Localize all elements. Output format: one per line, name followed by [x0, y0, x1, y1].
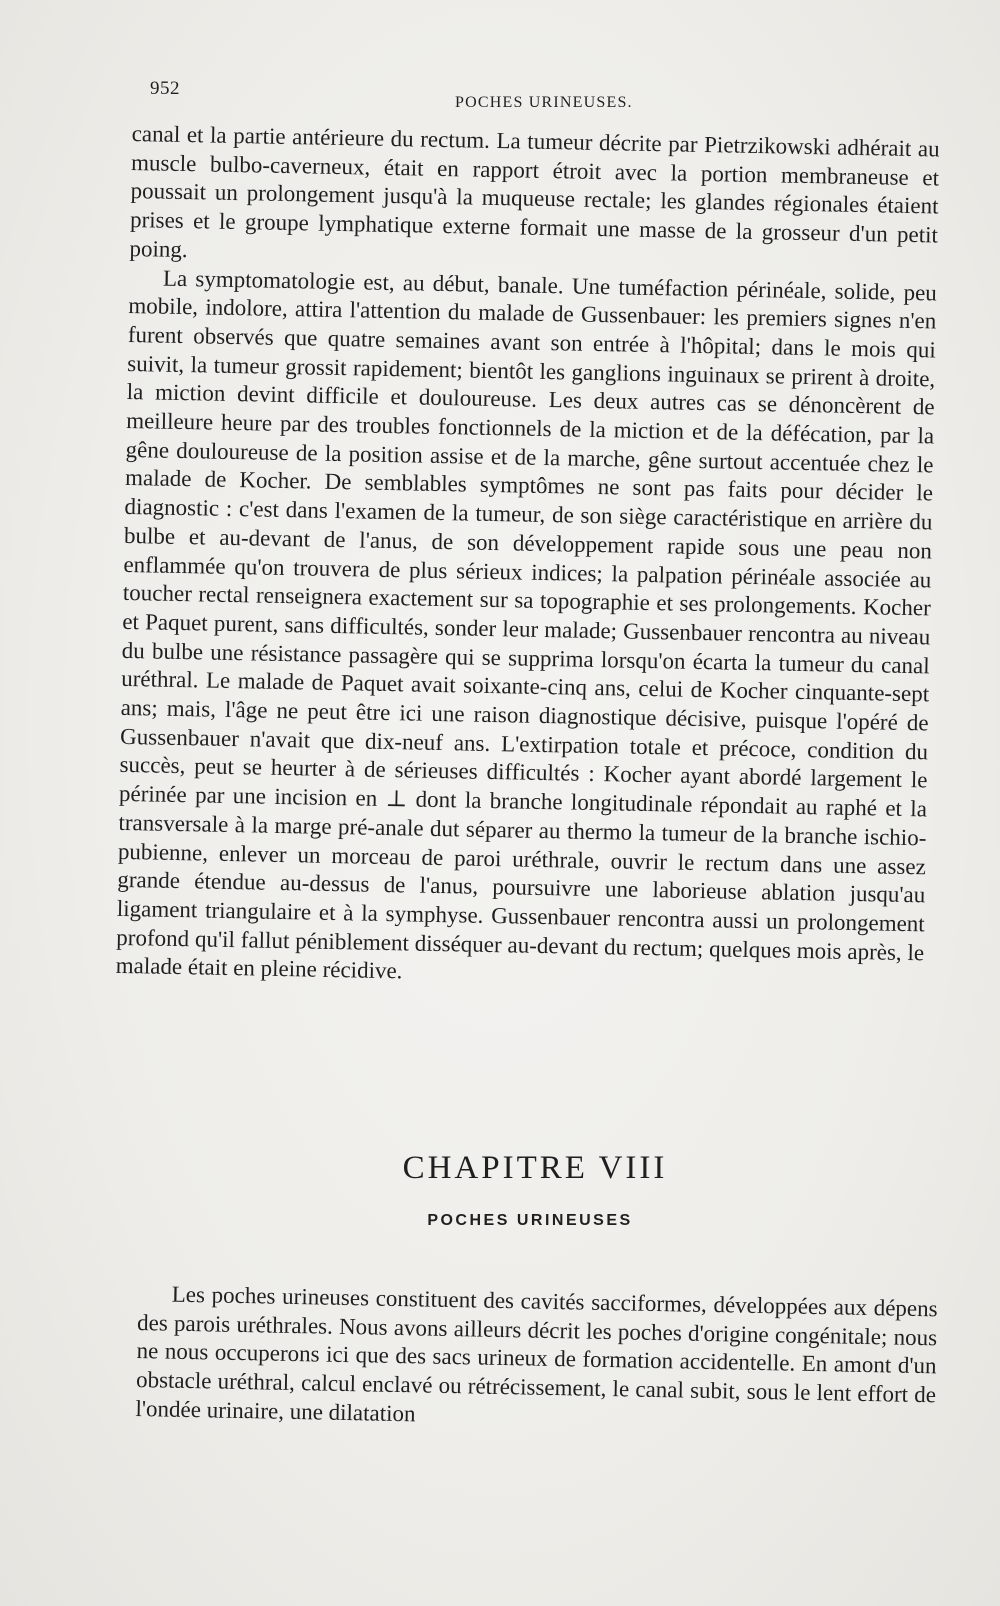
chapter-body-text [135, 1280, 938, 1439]
page-number: 952 [150, 78, 180, 99]
paragraph-continuation: canal et la partie antérieure du rectum. La tumeur décrite par Pietrzikowski adhérait au muscle bulbo-caverneux, était en rapport étroit avec la portion membraneuse et poussait un prolongement jusqu'à la muqueuse rectale; les glandes régionales étaient prises et le groupe lymphatique externe formait une masse de la grosseur d'un petit poing. [129, 120, 940, 262]
body-text [115, 120, 939, 996]
chapter-title: CHAPITRE VIII [402, 1150, 668, 1186]
paragraph-chapter-intro: Les poches urineuses constituent des cavités sacciformes, développées aux dépens des parois uréthrales. Nous avons ailleurs décrit les poches d'origine congénitale; nous ne nous occuperons ici que des sacs urineux de formation accidentelle. En amont d'un obstacle uréthral, calcul enclavé ou rétrécissement, le canal subit, sous le lent effort de l'ondée urinaire, une dilatation [135, 1281, 938, 1427]
running-title: POCHES URINEUSES. [455, 94, 633, 111]
running-head [150, 78, 970, 111]
paragraph-symptomatology: La symptomatologie est, au début, banale. Une tuméfaction périnéale, solide, peu mobile, indolore, attira l'attention du malade de Gussenbauer: les premiers signes n'en furent observés que quatre semaines avant son entrée à l'hôpital; dans le mois qui suivit, la tumeur grossit rapidement; bientôt les ganglions inguinaux se prirent à droite, la miction devint difficile et douloureuse. Les deux autres cas se dénoncèrent de meilleure heure par des troubles fonctionnels de la miction et de la défécation, par la gêne douloureuse de la position assise et de la marche, gêne surtout accentuée chez le malade de Kocher. De semblables symptômes ne sont pas faits pour décider le diagnostic : c'est dans l'examen de la tumeur, de son siège caractéristique en arrière du bulbe et au-devant de l'anus, de son développement rapide sous une peau non enflammée qu'on trouvera de plus sérieux indices; la palpation périnéale associée au toucher rectal renseignera exactement sur sa topographie et ses prolongements. Kocher et Paquet purent, sans difficultés, sonder leur malade; Gussenbauer rencontra au niveau du bulbe une résistance passagère qui se supprima lorsqu'on écarta la tumeur du canal uréthral. Le malade de Paquet avait soixante-cinq ans, celui de Kocher cinquante-sept ans; mais, l'âge ne peut être ici une raison diagnostique décisive, puisque l'opéré de Gussenbauer n'avait que dix-neuf ans. L'extirpation totale et précoce, condition du succès, peut se heurter à de sérieuses difficultés : Kocher ayant abordé largement le périnée par une incision en ⊥ dont la branche longitudinale répondait au raphé et la transversale à la marge pré-anale dut séparer au thermo la tumeur de la branche ischio-pubienne, enlever un morceau de paroi uréthrale, ouvrir le rectum dans une assez grande étendue au-dessus de l'anus, poursuivre une laborieuse ablation jusqu'au ligament triangulaire et à la symphyse. Gussenbauer rencontra aussi un prolongement profond qu'il fallut péniblement disséquer au-devant du rectum; quelques mois après, le malade était en pleine récidive. [115, 265, 938, 984]
chapter-subtitle: POCHES URINEUSES [427, 1212, 633, 1229]
